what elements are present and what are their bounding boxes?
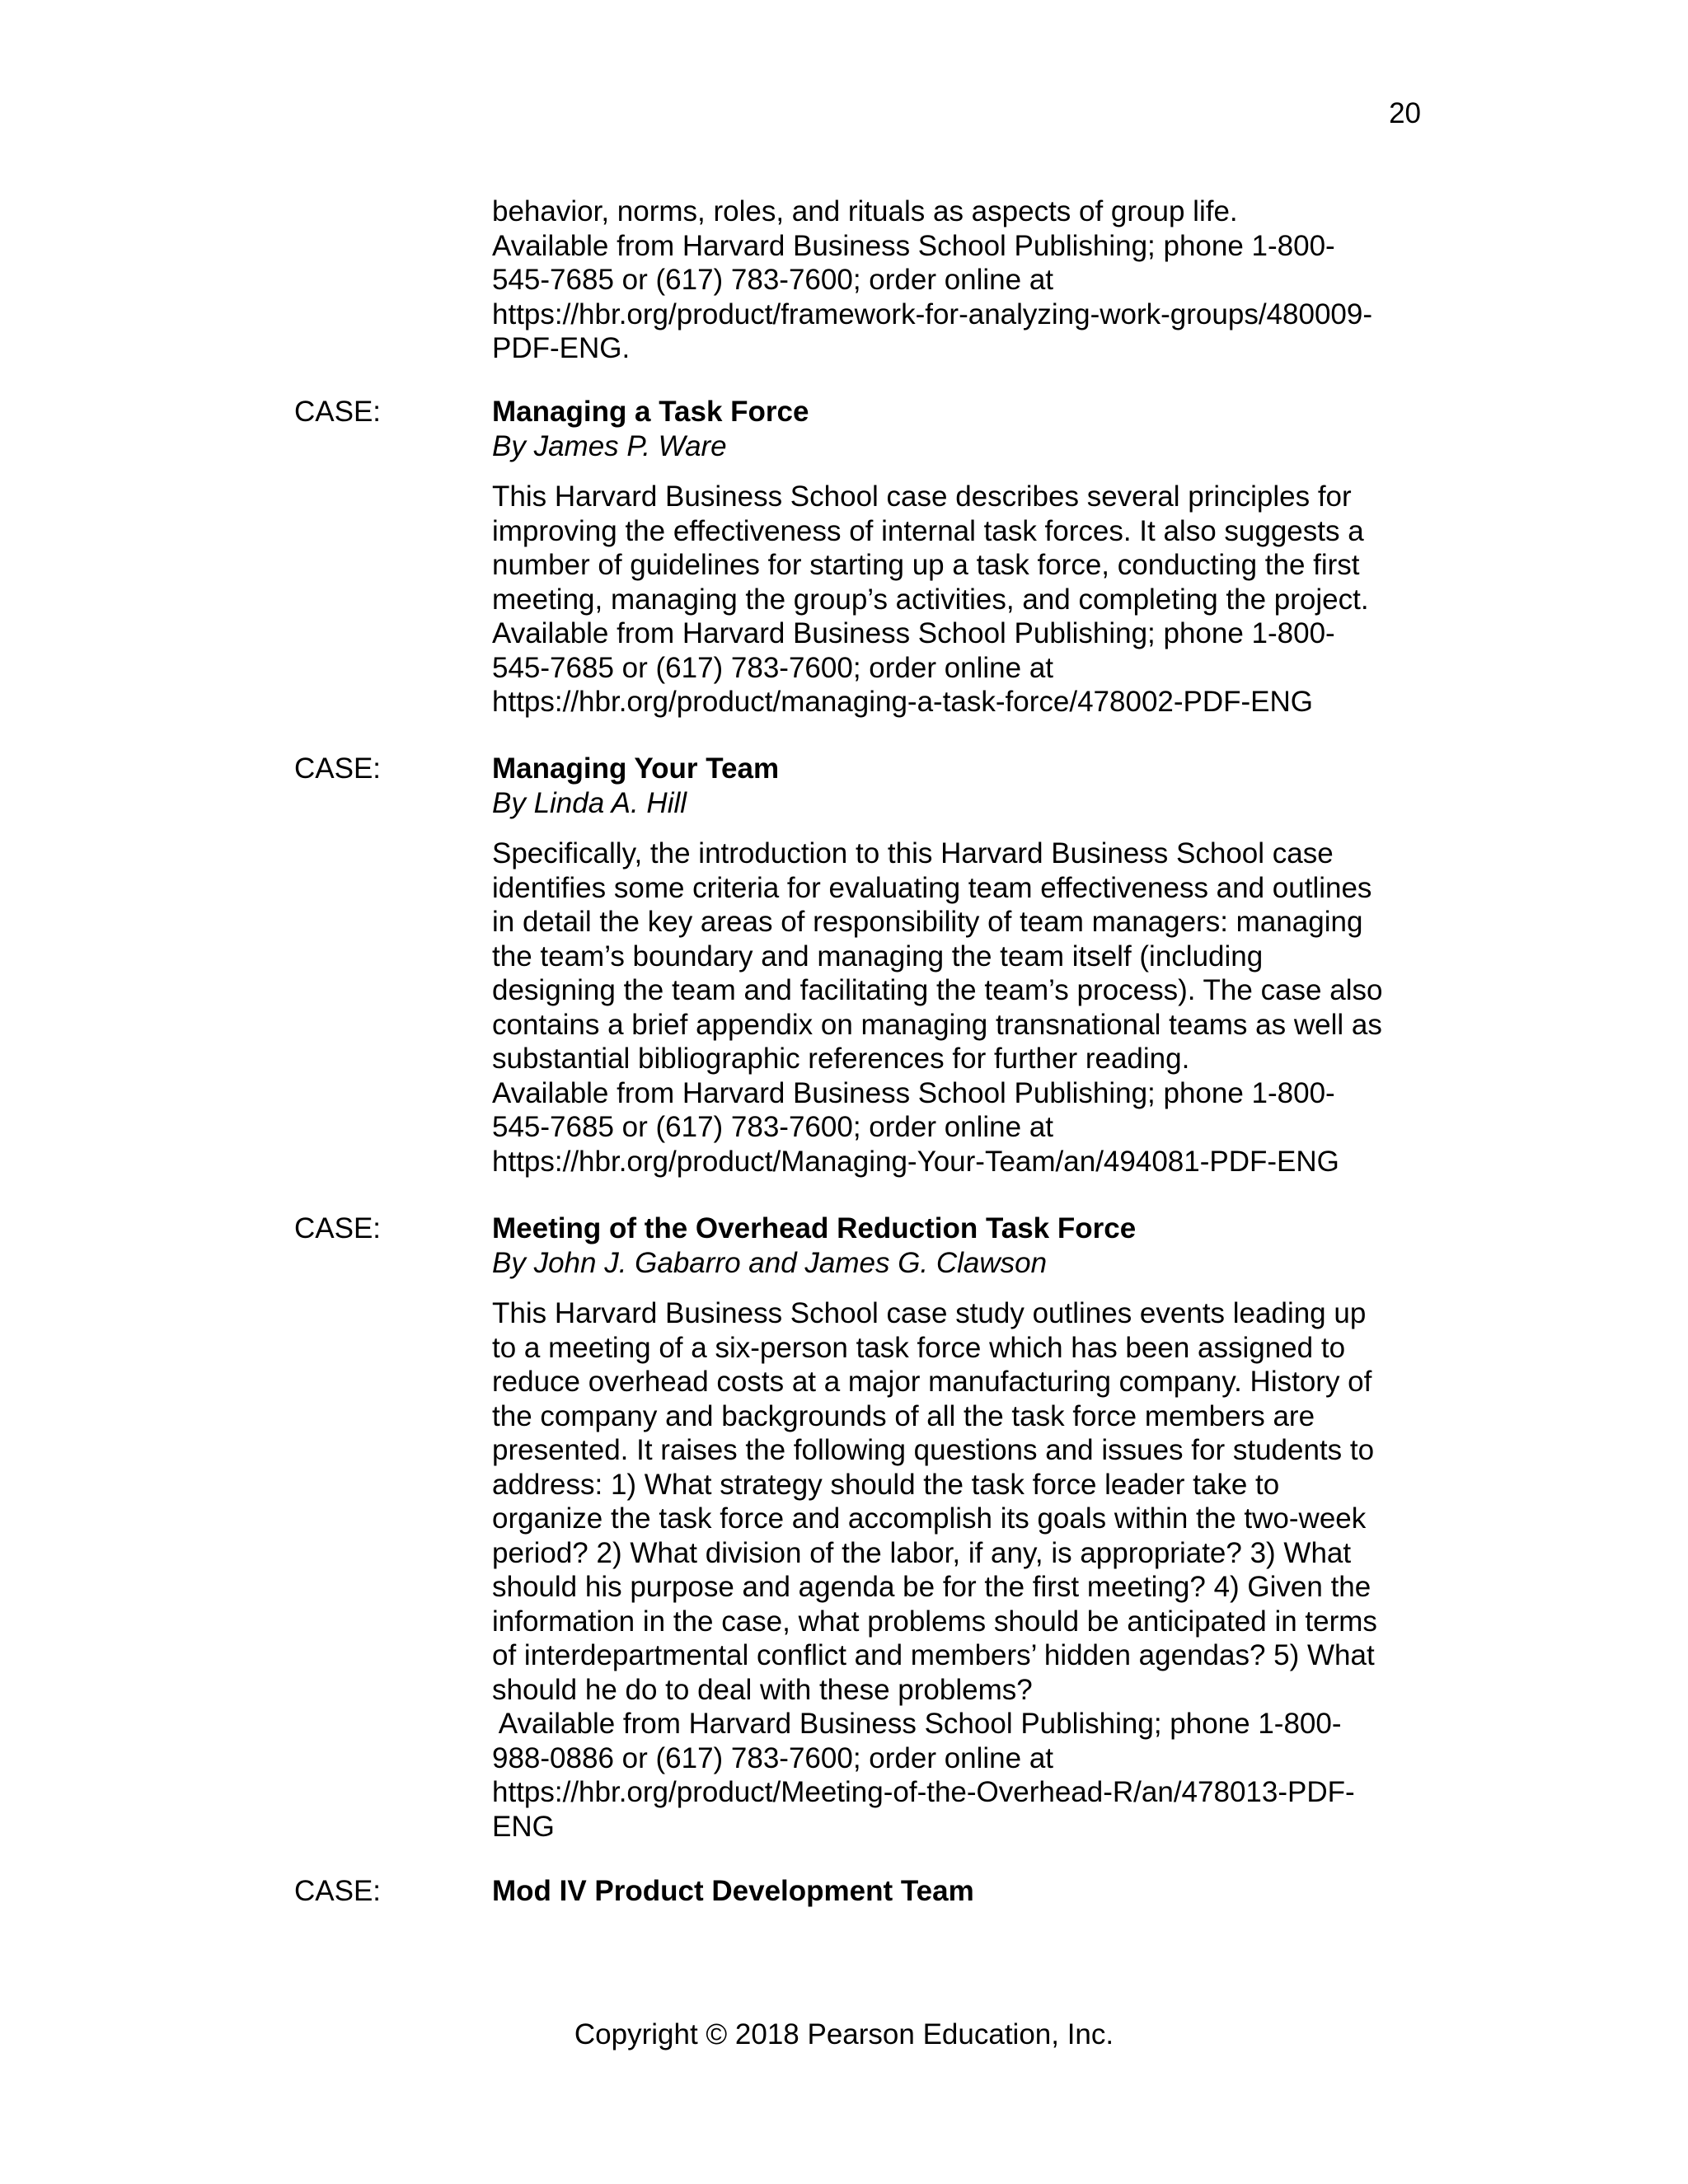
case-title: Managing Your Team (492, 752, 780, 785)
text-line: 545-7685 or (617) 783-7600; order online at (492, 651, 1054, 684)
page-number: 20 (1389, 97, 1421, 129)
text-line: https://hbr.org/product/Managing-Your-Team/an/494081-PDF-ENG (492, 1145, 1339, 1178)
text-line: of interdepartmental conflict and members’ hidden agendas? 5) What (492, 1639, 1375, 1671)
text-line: This Harvard Business School case study outlines events leading up (492, 1297, 1367, 1329)
text-line: 545-7685 or (617) 783-7600; order online at (492, 1111, 1054, 1143)
text-line: period? 2) What division of the labor, if any, is appropriate? 3) What (492, 1536, 1352, 1569)
case-title: Meeting of the Overhead Reduction Task Force (492, 1212, 1137, 1244)
case-description (492, 480, 1448, 719)
text-line: in detail the key areas of responsibility of team managers: managing (492, 906, 1363, 938)
text-line: should his purpose and agenda be for the first meeting? 4) Given the (492, 1571, 1372, 1603)
text-line: the company and backgrounds of all the task force members are (492, 1399, 1315, 1432)
text-line: identifies some criteria for evaluating team effectiveness and outlines (492, 871, 1372, 904)
case-description (492, 837, 1448, 1179)
text-line: 988-0886 or (617) 783-7600; order online at (492, 1741, 1054, 1774)
text-line: Specifically, the introduction to this Harvard Business School case (492, 837, 1334, 869)
text-line: https://hbr.org/product/framework-for-analyzing-work-groups/480009- (492, 298, 1372, 330)
case-title: Managing a Task Force (492, 396, 809, 428)
text-line: This Harvard Business School case describes several principles for (492, 480, 1352, 513)
case-description (492, 1296, 1448, 1844)
text-line: reduce overhead costs at a major manufacturing company. History of (492, 1366, 1372, 1398)
case-label: CASE: (294, 396, 382, 428)
case-author: By Linda A. Hill (492, 787, 687, 819)
case-label: CASE: (294, 1875, 382, 1907)
text-line: Available from Harvard Business School Publishing; phone 1-800- (492, 617, 1335, 649)
text-line: Available from Harvard Business School Publishing; phone 1-800- (492, 1076, 1335, 1109)
text-line: improving the effectiveness of internal task forces. It also suggests a (492, 514, 1364, 547)
text-line: Available from Harvard Business School Publishing; phone 1-800- (492, 229, 1335, 262)
text-line: organize the task force and accomplish its goals within the two-week (492, 1502, 1367, 1535)
case-label: CASE: (294, 752, 382, 785)
text-line: meeting, managing the group’s activities, and completing the project. (492, 583, 1369, 616)
text-line: 545-7685 or (617) 783-7600; order online at (492, 264, 1054, 296)
text-line: presented. It raises the following questions and issues for students to (492, 1434, 1375, 1466)
case-title: Mod IV Product Development Team (492, 1875, 974, 1907)
text-line: https://hbr.org/product/managing-a-task-force/478002-PDF-ENG (492, 686, 1314, 718)
text-line: substantial bibliographic references for further reading. (492, 1043, 1190, 1075)
text-line: address: 1) What strategy should the task force leader take to (492, 1468, 1280, 1501)
text-line: https://hbr.org/product/Meeting-of-the-Overhead-R/an/478013-PDF- (492, 1776, 1355, 1808)
text-line: the team’s boundary and managing the team itself (including (492, 940, 1264, 972)
text-line: Available from Harvard Business School Publishing; phone 1-800- (492, 1708, 1342, 1740)
text-line: PDF-ENG. (492, 332, 631, 364)
text-line: ENG (492, 1810, 555, 1843)
text-line: behavior, norms, roles, and rituals as aspects of group life. (492, 195, 1238, 227)
case-label: CASE: (294, 1212, 382, 1244)
text-line: designing the team and facilitating the team’s process). The case also (492, 974, 1383, 1006)
text-line: should he do to deal with these problems? (492, 1673, 1033, 1706)
text-line: contains a brief appendix on managing transnational teams as well as (492, 1008, 1382, 1041)
text-line: information in the case, what problems should be anticipated in terms (492, 1605, 1377, 1638)
case-author: By James P. Ware (492, 430, 727, 462)
text-line: to a meeting of a six-person task force which has been assigned to (492, 1331, 1346, 1364)
text-line: number of guidelines for starting up a task force, conducting the first (492, 549, 1360, 581)
case-author: By John J. Gabarro and James G. Clawson (492, 1247, 1048, 1279)
intro-paragraph (492, 194, 1448, 366)
copyright-footer: Copyright © 2018 Pearson Education, Inc. (574, 2018, 1114, 2050)
